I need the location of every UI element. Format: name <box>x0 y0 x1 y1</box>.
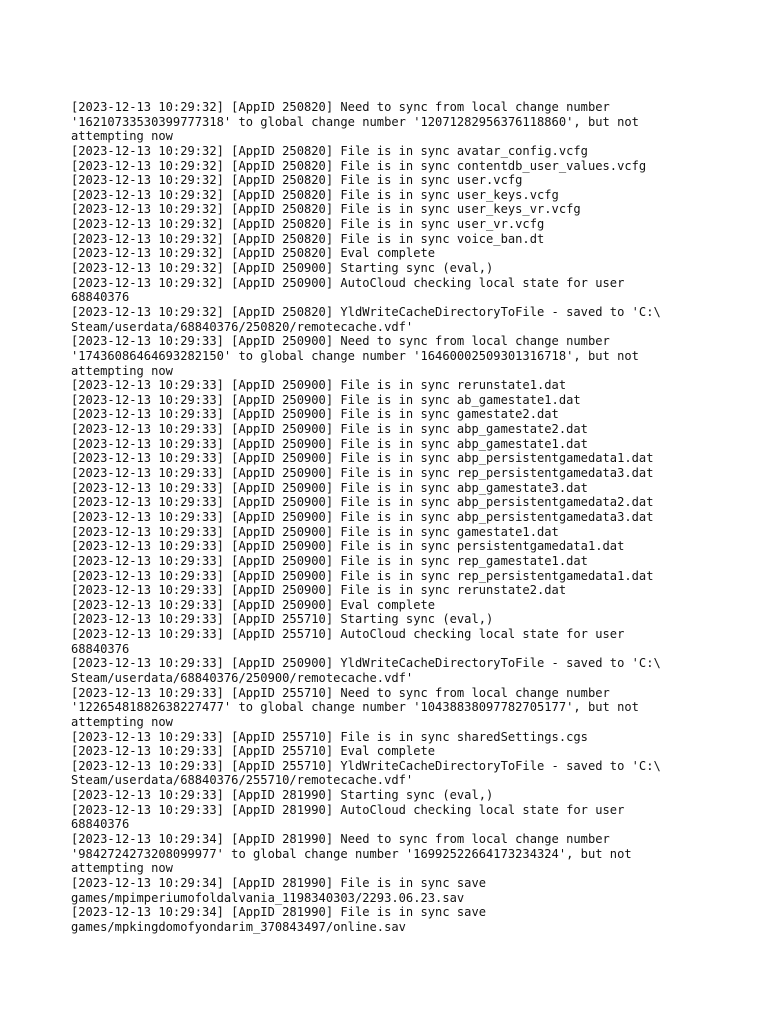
log-line: [2023-12-13 10:29:33] [AppID 250900] File is in sync abp_gamestate1.dat <box>71 436 588 451</box>
log-line: 68840376 <box>71 290 130 305</box>
log-line: attempting now <box>71 363 173 378</box>
log-line: [2023-12-13 10:29:33] [AppID 255710] YldWriteCacheDirectoryToFile - saved to 'C:\ <box>71 758 661 773</box>
log-line: [2023-12-13 10:29:32] [AppID 250820] File is in sync contentdb_user_values.vcfg <box>71 158 647 173</box>
log-line: [2023-12-13 10:29:33] [AppID 255710] Eval complete <box>71 744 436 759</box>
log-line: [2023-12-13 10:29:34] [AppID 281990] Need to sync from local change number <box>71 832 610 847</box>
log-line: [2023-12-13 10:29:33] [AppID 250900] File is in sync gamestate1.dat <box>71 524 559 539</box>
log-line: [2023-12-13 10:29:33] [AppID 250900] File is in sync rep_persistentgamedata3.dat <box>71 466 654 481</box>
log-line: games/mpkingdomofyondarim_370843497/online.sav <box>71 919 406 934</box>
log-text <box>71 100 711 935</box>
log-line: [2023-12-13 10:29:32] [AppID 250820] File is in sync avatar_config.vcfg <box>71 143 588 158</box>
log-line: '12265481882638227477' to global change number '10438838097782705177', but not <box>71 700 639 715</box>
log-line: attempting now <box>71 714 173 729</box>
log-line: [2023-12-13 10:29:32] [AppID 250820] Need to sync from local change number <box>71 100 610 114</box>
log-line: [2023-12-13 10:29:32] [AppID 250820] YldWriteCacheDirectoryToFile - saved to 'C:\ <box>71 304 661 319</box>
log-line: [2023-12-13 10:29:32] [AppID 250820] File is in sync user_vr.vcfg <box>71 217 545 232</box>
log-line: [2023-12-13 10:29:33] [AppID 255710] AutoCloud checking local state for user <box>71 627 625 642</box>
log-line: [2023-12-13 10:29:33] [AppID 250900] File is in sync rerunstate2.dat <box>71 583 567 598</box>
log-line: [2023-12-13 10:29:33] [AppID 250900] File is in sync rep_persistentgamedata1.dat <box>71 568 654 583</box>
log-line: [2023-12-13 10:29:32] [AppID 250900] Starting sync (eval,) <box>71 261 494 276</box>
log-line: '16210733530399777318' to global change number '12071282956376118860', but not <box>71 114 639 129</box>
log-line: '9842724273208099977' to global change number '16992522664173234324', but not <box>71 846 632 861</box>
log-line: Steam/userdata/68840376/250820/remotecache.vdf' <box>71 319 414 334</box>
log-line: [2023-12-13 10:29:33] [AppID 281990] AutoCloud checking local state for user <box>71 802 625 817</box>
log-line: [2023-12-13 10:29:32] [AppID 250820] File is in sync user_keys_vr.vcfg <box>71 202 581 217</box>
log-line: [2023-12-13 10:29:33] [AppID 255710] File is in sync sharedSettings.cgs <box>71 729 588 744</box>
log-line: '17436086464693282150' to global change number '16460002509301316718', but not <box>71 348 639 363</box>
log-line: [2023-12-13 10:29:33] [AppID 250900] File is in sync abp_gamestate2.dat <box>71 422 588 437</box>
log-line: [2023-12-13 10:29:33] [AppID 250900] File is in sync abp_persistentgamedata3.dat <box>71 509 654 524</box>
log-line: attempting now <box>71 861 173 876</box>
log-line: [2023-12-13 10:29:33] [AppID 250900] File is in sync rerunstate1.dat <box>71 378 567 393</box>
log-line: attempting now <box>71 129 173 144</box>
log-line: [2023-12-13 10:29:33] [AppID 250900] Need to sync from local change number <box>71 334 610 349</box>
log-line: [2023-12-13 10:29:33] [AppID 250900] File is in sync ab_gamestate1.dat <box>71 392 581 407</box>
log-line: [2023-12-13 10:29:33] [AppID 250900] File is in sync abp_persistentgamedata2.dat <box>71 495 654 510</box>
log-line: [2023-12-13 10:29:34] [AppID 281990] File is in sync save <box>71 905 487 920</box>
log-line: games/mpimperiumofoldalvania_1198340303/2293.06.23.sav <box>71 890 465 905</box>
log-line: [2023-12-13 10:29:32] [AppID 250900] AutoCloud checking local state for user <box>71 275 625 290</box>
log-line: Steam/userdata/68840376/255710/remotecache.vdf' <box>71 773 414 788</box>
log-line: [2023-12-13 10:29:33] [AppID 255710] Starting sync (eval,) <box>71 612 494 627</box>
log-line: [2023-12-13 10:29:33] [AppID 281990] Starting sync (eval,) <box>71 788 494 803</box>
log-line: Steam/userdata/68840376/250900/remotecache.vdf' <box>71 670 414 685</box>
log-line: 68840376 <box>71 641 130 656</box>
log-line: [2023-12-13 10:29:33] [AppID 250900] File is in sync abp_gamestate3.dat <box>71 480 588 495</box>
log-line: [2023-12-13 10:29:33] [AppID 250900] Eval complete <box>71 597 436 612</box>
log-line: [2023-12-13 10:29:33] [AppID 250900] YldWriteCacheDirectoryToFile - saved to 'C:\ <box>71 656 661 671</box>
log-line: [2023-12-13 10:29:33] [AppID 250900] File is in sync abp_persistentgamedata1.dat <box>71 451 654 466</box>
log-line: [2023-12-13 10:29:32] [AppID 250820] File is in sync user_keys.vcfg <box>71 187 559 202</box>
log-line: [2023-12-13 10:29:32] [AppID 250820] File is in sync voice_ban.dt <box>71 231 545 246</box>
log-line: [2023-12-13 10:29:33] [AppID 250900] File is in sync rep_gamestate1.dat <box>71 553 588 568</box>
log-line: [2023-12-13 10:29:32] [AppID 250820] File is in sync user.vcfg <box>71 173 523 188</box>
log-line: [2023-12-13 10:29:34] [AppID 281990] File is in sync save <box>71 875 487 890</box>
log-line: [2023-12-13 10:29:33] [AppID 250900] File is in sync gamestate2.dat <box>71 407 559 422</box>
log-line: 68840376 <box>71 817 130 832</box>
log-line: [2023-12-13 10:29:33] [AppID 250900] File is in sync persistentgamedata1.dat <box>71 539 625 554</box>
log-line: [2023-12-13 10:29:32] [AppID 250820] Eval complete <box>71 246 436 261</box>
log-line: [2023-12-13 10:29:33] [AppID 255710] Need to sync from local change number <box>71 685 610 700</box>
